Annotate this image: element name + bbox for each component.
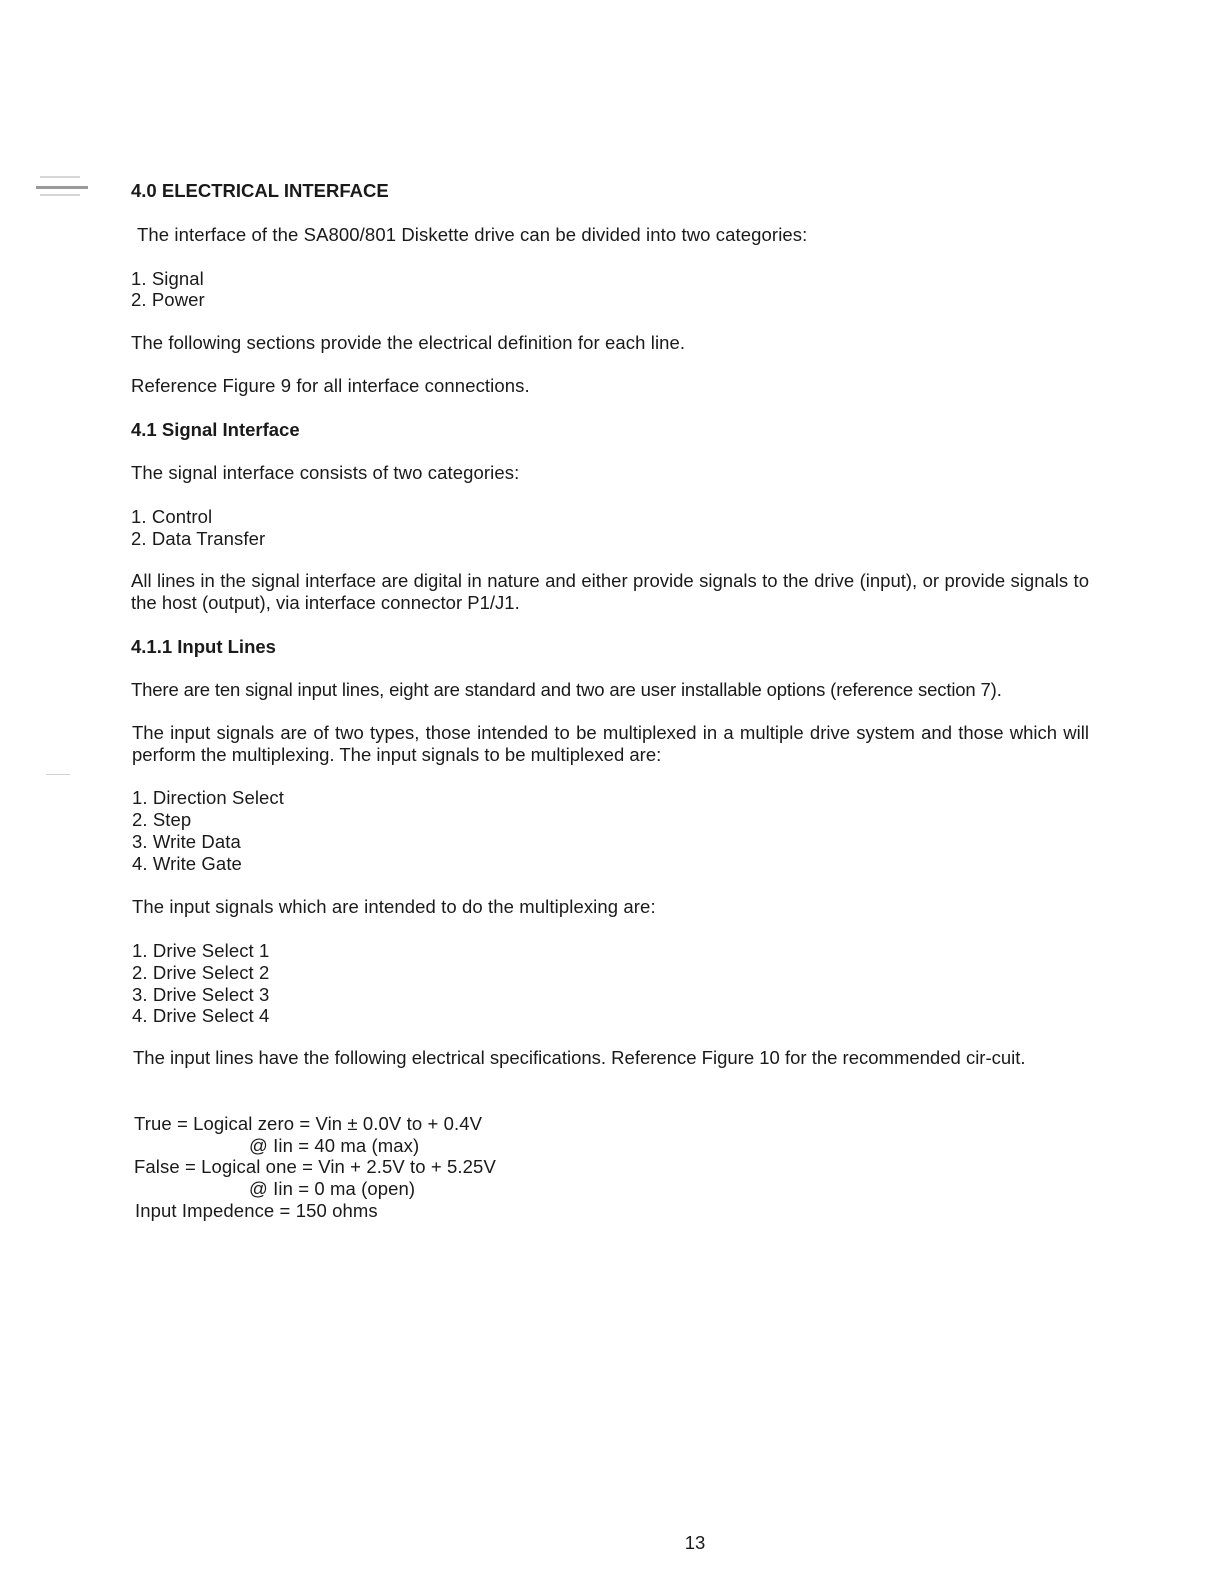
- scan-artifact-mark: [40, 194, 80, 196]
- body-text: The following sections provide the electrical definition for each line.: [131, 332, 686, 353]
- subsection-heading: 4.1.1 Input Lines: [131, 636, 276, 657]
- intro-text: The interface of the SA800/801 Diskette drive can be divided into two categories:: [137, 224, 808, 245]
- list-item: 1. Control: [131, 506, 213, 527]
- list-item: 3. Write Data: [132, 831, 241, 852]
- body-paragraph: The input lines have the following electrical specifications. Reference Figure 10 for the recommended cir-cuit.: [133, 1047, 1026, 1068]
- scan-artifact-mark: [40, 176, 80, 178]
- list-item: 2. Data Transfer: [131, 528, 266, 549]
- spec-line: False = Logical one = Vin + 2.5V to + 5.25V: [134, 1156, 496, 1177]
- scan-artifact-mark: [36, 186, 88, 189]
- body-text: Reference Figure 9 for all interface connections.: [131, 375, 530, 396]
- list-item: 1. Signal: [131, 268, 204, 289]
- list-item: 2. Drive Select 2: [132, 962, 270, 983]
- body-paragraph: All lines in the signal interface are digital in nature and either provide signals to the drive (input), or provide signals to the host (output), via interface connector P1/J1.: [131, 570, 1089, 613]
- list-item: 1. Direction Select: [132, 787, 285, 808]
- list-item: 1. Drive Select 1: [132, 940, 270, 961]
- section-heading: 4.0 ELECTRICAL INTERFACE: [131, 180, 389, 201]
- spec-line: @ Iin = 40 ma (max): [249, 1135, 420, 1156]
- spec-line: True = Logical zero = Vin ± 0.0V to + 0.4V: [134, 1113, 483, 1134]
- body-text: There are ten signal input lines, eight are standard and two are user installable options (reference section 7).: [131, 679, 1002, 700]
- list-item: 4. Drive Select 4: [132, 1005, 270, 1026]
- page-number: 13: [684, 1532, 706, 1553]
- list-item: 3. Drive Select 3: [132, 984, 270, 1005]
- body-text: The signal interface consists of two categories:: [131, 462, 520, 483]
- list-item: 4. Write Gate: [132, 853, 242, 874]
- list-item: 2. Power: [131, 289, 205, 310]
- body-text: The input signals which are intended to do the multiplexing are:: [132, 896, 656, 917]
- scan-artifact-mark: [46, 774, 70, 775]
- list-item: 2. Step: [132, 809, 192, 830]
- body-paragraph: The input signals are of two types, those intended to be multiplexed in a multiple drive system and those which will perform the multiplexing. The input signals to be multiplexed are:: [132, 722, 1089, 765]
- spec-line: Input Impedence = 150 ohms: [135, 1200, 378, 1221]
- spec-line: @ Iin = 0 ma (open): [249, 1178, 416, 1199]
- subsection-heading: 4.1 Signal Interface: [131, 419, 300, 440]
